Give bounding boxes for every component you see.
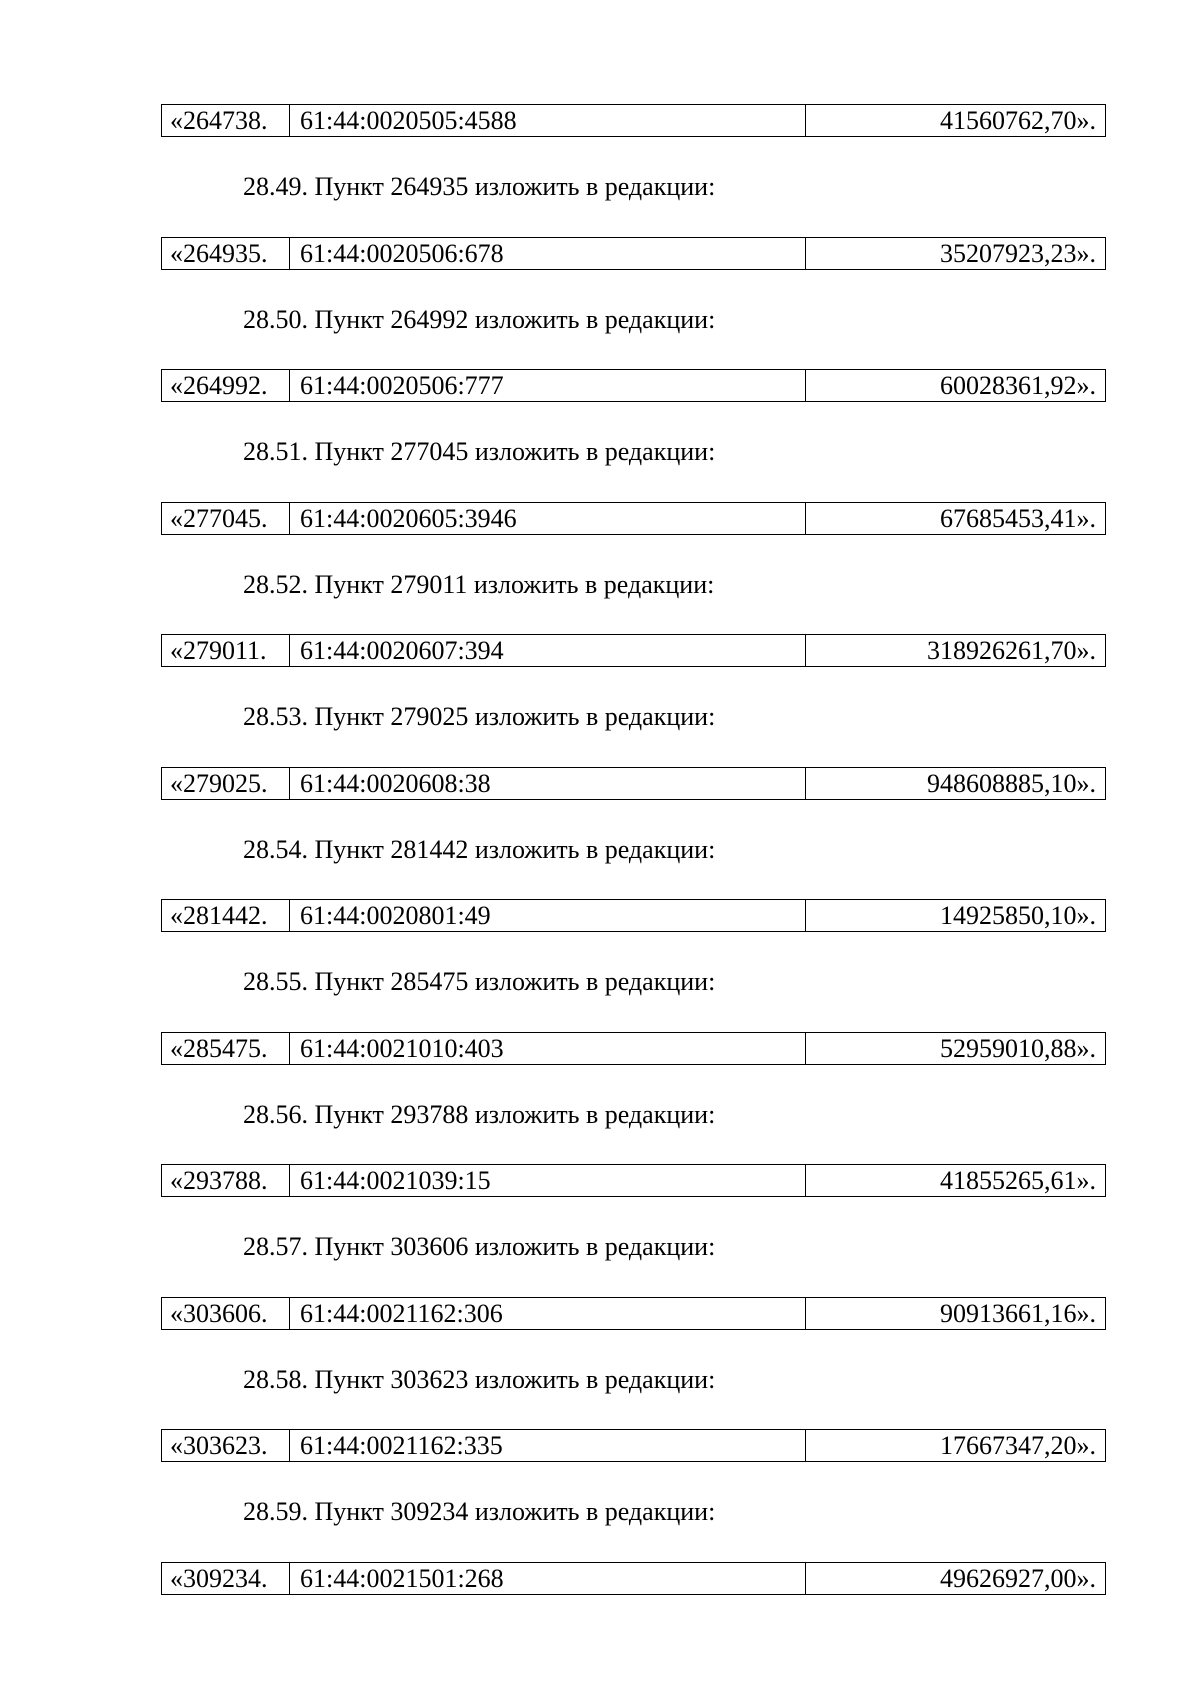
table-row — [161, 1164, 1106, 1197]
item-number-cell: «281442. — [162, 900, 290, 931]
item-number-cell: «264738. — [162, 105, 290, 136]
amendment-paragraph: 28.50. Пункт 264992 изложить в редакции: — [243, 305, 716, 334]
cadastral-number-cell: 61:44:0021162:306 — [290, 1298, 806, 1329]
item-number-cell: «279011. — [162, 635, 290, 666]
cadastral-value-cell: 17667347,20». — [940, 1431, 1096, 1460]
table-row — [161, 767, 1106, 800]
table-row — [161, 502, 1106, 535]
cadastral-number-cell: 61:44:0020506:777 — [290, 370, 806, 401]
table-row — [161, 369, 1106, 402]
cadastral-value-cell: 60028361,92». — [940, 371, 1096, 400]
amendment-paragraph: 28.59. Пункт 309234 изложить в редакции: — [243, 1497, 716, 1526]
cadastral-value-cell: 49626927,00». — [940, 1564, 1096, 1593]
amendment-paragraph: 28.55. Пункт 285475 изложить в редакции: — [243, 967, 716, 996]
item-number-cell: «277045. — [162, 503, 290, 534]
cadastral-value-cell: 41855265,61». — [940, 1166, 1096, 1195]
table-row — [161, 1429, 1106, 1462]
cadastral-number-cell: 61:44:0020505:4588 — [290, 105, 806, 136]
table-row — [161, 899, 1106, 932]
cadastral-number-cell: 61:44:0020506:678 — [290, 238, 806, 269]
cadastral-value-cell: 948608885,10». — [927, 769, 1096, 798]
cadastral-number-cell: 61:44:0020605:3946 — [290, 503, 806, 534]
cadastral-number-cell: 61:44:0021039:15 — [290, 1165, 806, 1196]
amendment-paragraph: 28.58. Пункт 303623 изложить в редакции: — [243, 1365, 716, 1394]
cadastral-number-cell: 61:44:0021501:268 — [290, 1563, 806, 1594]
amendment-paragraph: 28.51. Пункт 277045 изложить в редакции: — [243, 437, 716, 466]
cadastral-number-cell: 61:44:0020607:394 — [290, 635, 806, 666]
amendment-paragraph: 28.49. Пункт 264935 изложить в редакции: — [243, 172, 716, 201]
table-row — [161, 1562, 1106, 1595]
cadastral-value-cell: 14925850,10». — [940, 901, 1096, 930]
table-row — [161, 634, 1106, 667]
amendment-paragraph: 28.54. Пункт 281442 изложить в редакции: — [243, 835, 716, 864]
item-number-cell: «293788. — [162, 1165, 290, 1196]
item-number-cell: «279025. — [162, 768, 290, 799]
amendment-paragraph: 28.57. Пункт 303606 изложить в редакции: — [243, 1232, 716, 1261]
cadastral-value-cell: 318926261,70». — [927, 636, 1096, 665]
cadastral-value-cell: 67685453,41». — [940, 504, 1096, 533]
item-number-cell: «285475. — [162, 1033, 290, 1064]
cadastral-value-cell: 52959010,88». — [940, 1034, 1096, 1063]
cadastral-number-cell: 61:44:0021010:403 — [290, 1033, 806, 1064]
cadastral-value-cell: 41560762,70». — [940, 106, 1096, 135]
item-number-cell: «309234. — [162, 1563, 290, 1594]
table-row — [161, 237, 1106, 270]
cadastral-number-cell: 61:44:0020608:38 — [290, 768, 806, 799]
table-row — [161, 1297, 1106, 1330]
cadastral-number-cell: 61:44:0020801:49 — [290, 900, 806, 931]
item-number-cell: «303606. — [162, 1298, 290, 1329]
item-number-cell: «303623. — [162, 1430, 290, 1461]
cadastral-number-cell: 61:44:0021162:335 — [290, 1430, 806, 1461]
cadastral-value-cell: 35207923,23». — [940, 239, 1096, 268]
amendment-paragraph: 28.52. Пункт 279011 изложить в редакции: — [243, 570, 715, 599]
amendment-paragraph: 28.53. Пункт 279025 изложить в редакции: — [243, 702, 716, 731]
table-row — [161, 104, 1106, 137]
table-row — [161, 1032, 1106, 1065]
cadastral-value-cell: 90913661,16». — [940, 1299, 1096, 1328]
item-number-cell: «264992. — [162, 370, 290, 401]
amendment-paragraph: 28.56. Пункт 293788 изложить в редакции: — [243, 1100, 716, 1129]
item-number-cell: «264935. — [162, 238, 290, 269]
